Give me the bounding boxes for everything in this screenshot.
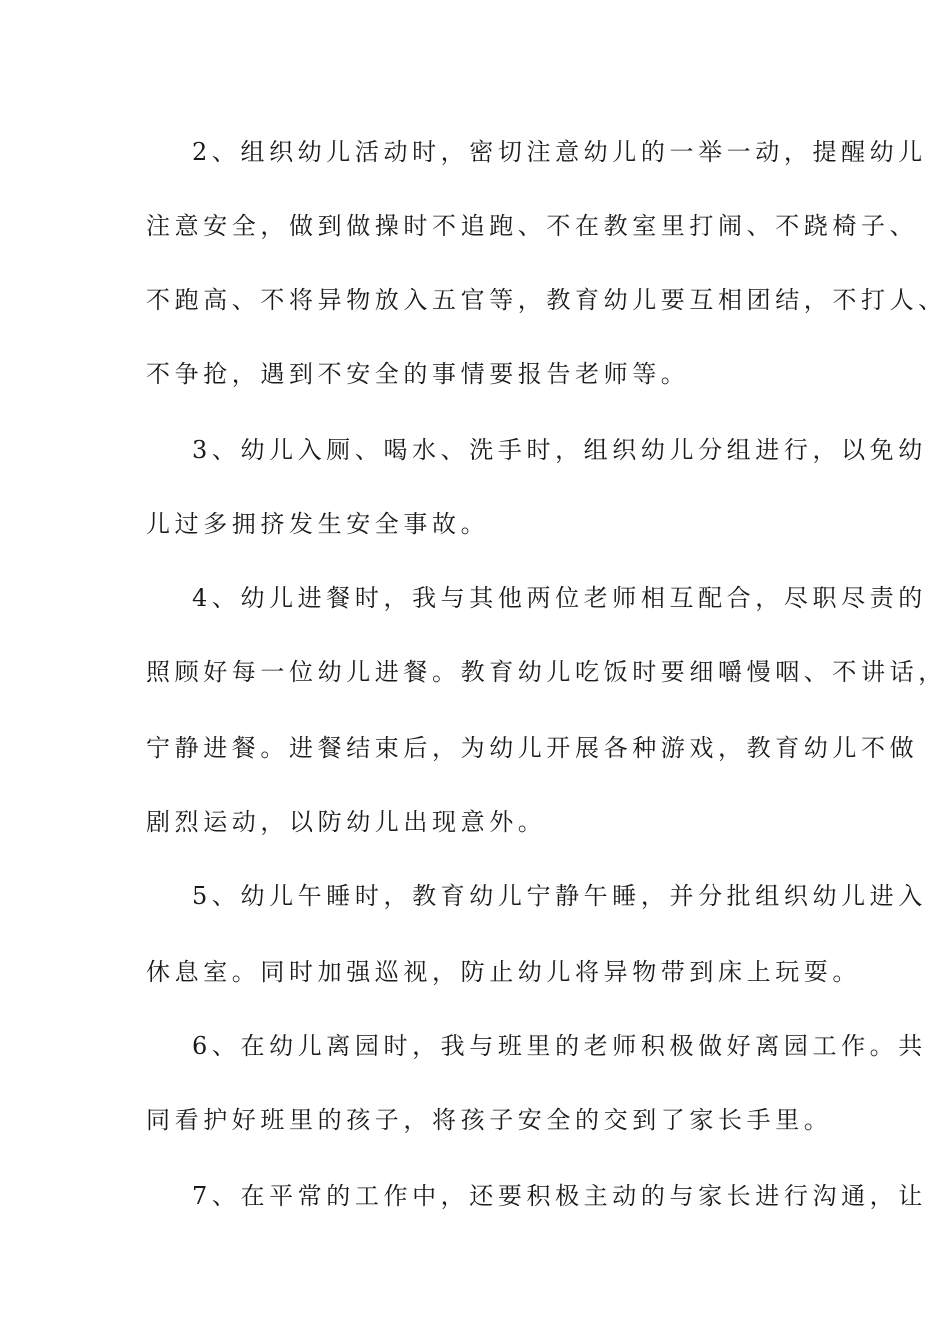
paragraph-3-line-2: 儿过多拥挤发生安全事故。 [146, 510, 490, 538]
paragraph-2-line-4: 不争抢，遇到不安全的事情要报告老师等。 [146, 360, 690, 388]
paragraph-6-line-1: 6、在幼儿离园时，我与班里的老师积极做好离园工作。共 [192, 1032, 927, 1060]
paragraph-4-line-4: 剧烈运动，以防幼儿出现意外。 [146, 808, 547, 836]
paragraph-4-line-3: 宁静进餐。进餐结束后，为幼儿开展各种游戏，教育幼儿不做 [146, 734, 919, 762]
paragraph-4-line-1: 4、幼儿进餐时，我与其他两位老师相互配合，尽职尽责的 [192, 584, 927, 612]
paragraph-6-line-2: 同看护好班里的孩子，将孩子安全的交到了家长手里。 [146, 1106, 833, 1134]
paragraph-4-line-2: 照顾好每一位幼儿进餐。教育幼儿吃饭时要细嚼慢咽、不讲话， [146, 658, 947, 686]
paragraph-2-line-1: 2、组织幼儿活动时，密切注意幼儿的一举一动，提醒幼儿 [192, 138, 927, 166]
paragraph-5-line-1: 5、幼儿午睡时，教育幼儿宁静午睡，并分批组织幼儿进入 [192, 882, 927, 910]
paragraph-2-line-2: 注意安全，做到做操时不追跑、不在教室里打闹、不跷椅子、 [146, 212, 919, 240]
paragraph-7-line-1: 7、在平常的工作中，还要积极主动的与家长进行沟通，让 [192, 1182, 927, 1210]
paragraph-3-line-1: 3、幼儿入厕、喝水、洗手时，组织幼儿分组进行，以免幼 [192, 436, 927, 464]
paragraph-5-line-2: 休息室。同时加强巡视，防止幼儿将异物带到床上玩耍。 [146, 958, 861, 986]
paragraph-2-line-3: 不跑高、不将异物放入五官等，教育幼儿要互相团结，不打人、 [146, 286, 947, 314]
